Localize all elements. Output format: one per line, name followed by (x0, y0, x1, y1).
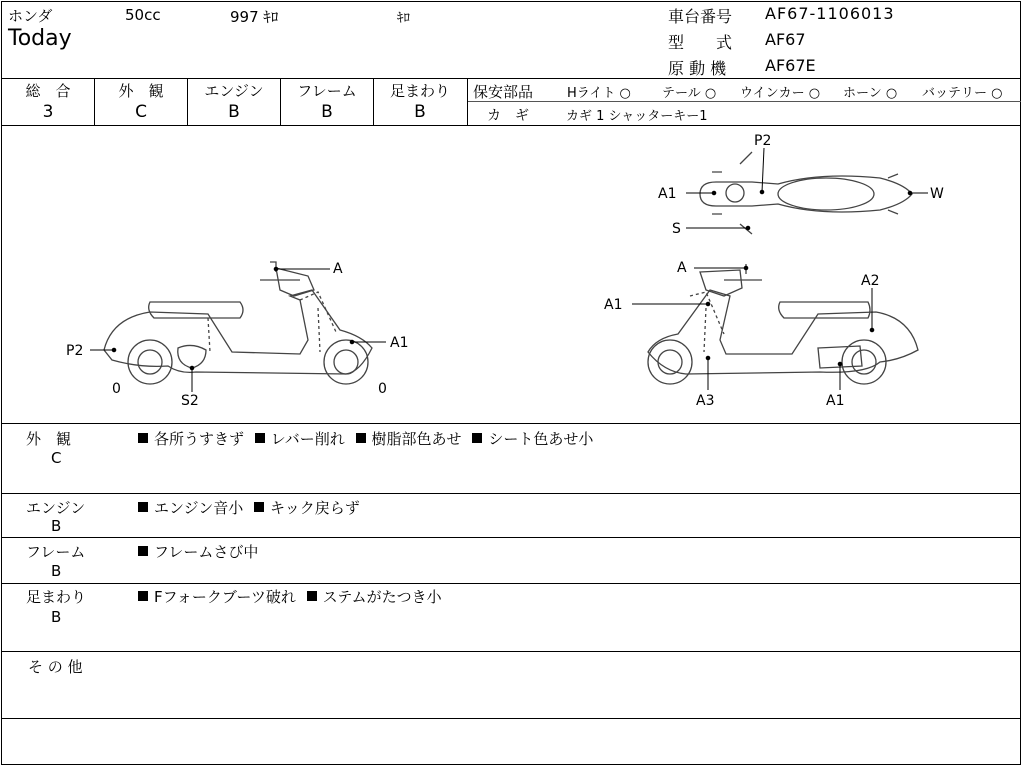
section-label-frame: フレーム (26, 543, 86, 561)
bullet-icon (138, 591, 148, 601)
bullet-icon (255, 433, 265, 443)
svg-text:S2: S2 (181, 393, 199, 409)
grade-header-suspension: 足まわり (389, 82, 450, 100)
safety-item-winker (740, 82, 820, 101)
section-line (1, 651, 1021, 652)
bullet-icon (138, 502, 148, 512)
mileage-unit: ｷﾛ (397, 11, 410, 26)
frame-no: AF67-1106013 (765, 4, 895, 23)
svg-text:P2: P2 (754, 133, 772, 149)
diagram-bottom-line (1, 423, 1021, 424)
safety-status: ○ (991, 86, 1003, 101)
frame-no-label: 車台番号 (668, 7, 733, 26)
remark: フレームさび中 (154, 543, 259, 561)
grade-header-engine: エンジン (204, 82, 264, 100)
svg-text:A: A (677, 260, 687, 276)
bullet-icon (356, 433, 366, 443)
safety-item-name: バッテリー (922, 86, 988, 101)
bullet-icon (138, 433, 148, 443)
section-items-engine (138, 497, 360, 518)
scooter-left-side-view (104, 262, 372, 384)
engine-label: 原 動 機 (668, 59, 727, 78)
grade-divider (467, 78, 468, 125)
safety-item-name: Hライト (567, 86, 616, 101)
remark: レバー削れ (270, 430, 345, 448)
section-grade-exterior: C (51, 449, 62, 467)
svg-text:W: W (930, 186, 944, 202)
safety-label: 保安部品 (473, 83, 534, 101)
svg-text:A3: A3 (696, 393, 715, 409)
damage-diagram (0, 126, 1024, 422)
svg-text:A2: A2 (861, 273, 880, 289)
section-label-other: そ の 他 (28, 658, 83, 676)
section-grade-frame: B (51, 562, 62, 580)
safety-item-name: ウインカー (740, 86, 805, 101)
displacement: 50cc (125, 6, 161, 24)
section-grade-suspension: B (51, 608, 62, 626)
svg-text:0: 0 (378, 381, 387, 397)
safety-item-battery (922, 82, 1003, 101)
grade-header-frame: フレーム (297, 82, 357, 100)
grade-header-exterior: 外 観 (118, 82, 164, 100)
svg-text:A: A (333, 261, 343, 277)
section-label-suspension: 足まわり (26, 588, 87, 606)
remark: 各所うすきず (154, 430, 245, 448)
key-label: カ ギ (487, 108, 529, 124)
section-line (1, 537, 1021, 538)
safety-status: ○ (808, 86, 821, 101)
remark: ステムがたつき小 (322, 588, 442, 606)
svg-text:S: S (672, 221, 681, 237)
svg-text:P2: P2 (66, 343, 84, 359)
svg-text:A1: A1 (604, 297, 623, 313)
grade-engine: B (228, 102, 240, 122)
grade-frame: B (321, 102, 333, 122)
remark: Fフォークブーツ破れ (154, 588, 296, 606)
section-grade-engine: B (51, 517, 62, 535)
type-value: AF67 (765, 30, 806, 49)
safety-item-name: ホーン (843, 86, 882, 101)
section-line (1, 493, 1021, 494)
grade-overall: 3 (42, 102, 54, 122)
safety-item-tail (662, 82, 716, 101)
bullet-icon (254, 502, 264, 512)
safety-item-headlight (567, 82, 631, 101)
remark: 樹脂部色あせ (371, 430, 462, 448)
svg-text:A1: A1 (658, 186, 677, 202)
remark: キック戻らず (270, 499, 360, 517)
key-value: カギ 1 シャッターキー1 (566, 109, 708, 124)
safety-status: ○ (619, 86, 631, 101)
key-row-line (467, 101, 1021, 102)
bullet-icon (307, 591, 317, 601)
bullet-icon (138, 546, 148, 556)
grade-suspension: B (414, 102, 426, 122)
engine-value: AF67E (765, 56, 816, 75)
svg-text:A1: A1 (390, 335, 409, 351)
svg-text:A1: A1 (826, 393, 845, 409)
mileage: 997 ｷﾛ (230, 8, 279, 26)
grade-exterior: C (135, 102, 147, 122)
scooter-top-view (700, 152, 912, 234)
section-label-exterior: 外 観 (26, 430, 72, 448)
type-label: 型 式 (668, 33, 733, 52)
section-label-engine: エンジン (26, 499, 86, 517)
grade-header-overall: 総 合 (25, 82, 71, 100)
section-line (1, 583, 1021, 584)
maker-name: ホンダ (8, 7, 53, 25)
remark: エンジン音小 (154, 499, 244, 517)
grade-top-line (1, 78, 1021, 79)
bullet-icon (472, 433, 482, 443)
svg-text:0: 0 (112, 381, 121, 397)
safety-status: ○ (704, 86, 717, 101)
section-line (1, 718, 1021, 719)
section-items-exterior (138, 428, 593, 449)
safety-item-name: テール (662, 86, 701, 101)
safety-status: ○ (885, 86, 898, 101)
section-items-suspension (138, 586, 442, 607)
model-name: Today (8, 26, 72, 51)
remark: シート色あせ小 (488, 430, 594, 448)
safety-item-horn (843, 82, 897, 101)
section-items-frame (138, 541, 258, 562)
